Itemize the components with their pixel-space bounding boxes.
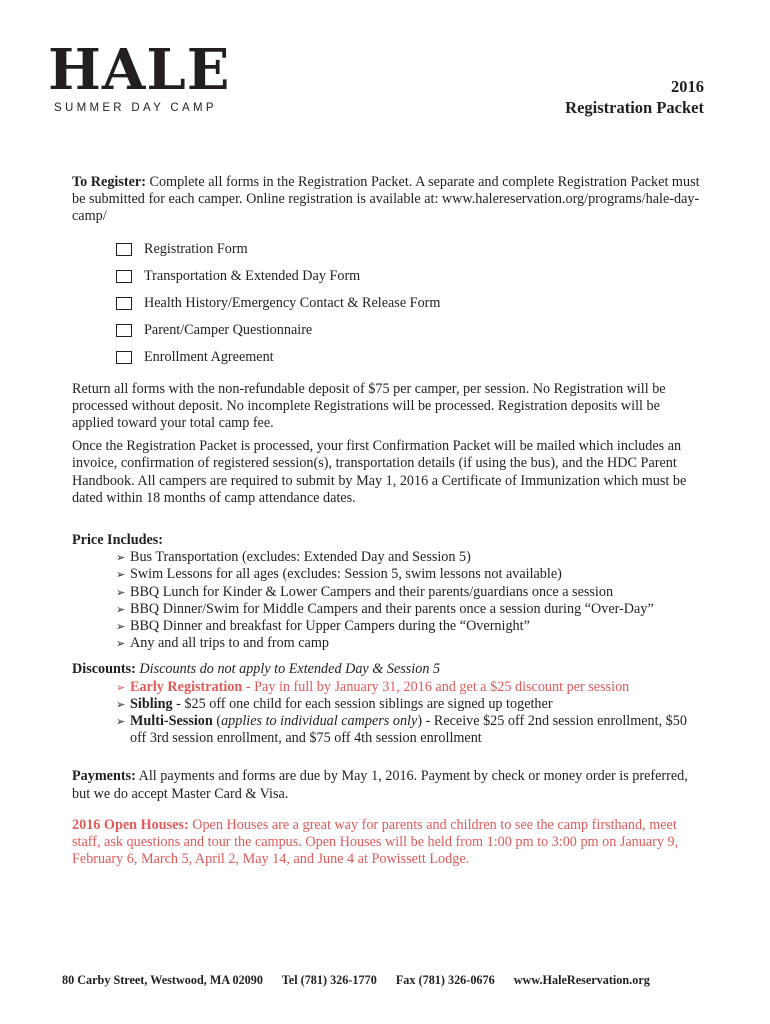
arrow-bullet-icon: ➢ bbox=[116, 585, 126, 599]
arrow-bullet-icon: ➢ bbox=[116, 620, 126, 634]
list-item bbox=[116, 566, 704, 583]
price-item-text: BBQ Lunch for Kinder & Lower Campers and their parents/guardians once a session bbox=[130, 583, 614, 600]
logo-subtitle: SUMMER DAY CAMP bbox=[54, 102, 217, 114]
payments-text: All payments and forms are due by May 1, 2016. Payment by check or money order is preferred, but we do accept Master Card & Visa. bbox=[72, 768, 688, 802]
camp-logo bbox=[48, 37, 231, 120]
price-list bbox=[116, 549, 704, 652]
list-item bbox=[116, 696, 704, 713]
price-heading: Price Includes: bbox=[72, 532, 164, 549]
intro-paragraph bbox=[72, 174, 704, 226]
checklist-item[interactable] bbox=[116, 236, 704, 263]
discounts-list bbox=[116, 679, 704, 748]
checklist-item[interactable] bbox=[116, 263, 704, 290]
multi-session-note: applies to individual campers only bbox=[221, 713, 418, 730]
multi-session-label: Multi-Session bbox=[130, 713, 213, 730]
list-item bbox=[116, 584, 704, 601]
discounts-heading: Discounts: bbox=[72, 661, 136, 678]
payments-label: Payments: bbox=[72, 768, 136, 785]
sibling-text: - $25 off one child for each session siblings are signed up together bbox=[172, 695, 553, 712]
checklist-label: Parent/Camper Questionnaire bbox=[144, 321, 313, 338]
page-footer bbox=[62, 973, 712, 988]
arrow-bullet-icon: ➢ bbox=[116, 551, 126, 565]
early-registration-label: Early Registration bbox=[130, 678, 243, 695]
logo-wordmark: HALE bbox=[48, 37, 231, 103]
checklist-label: Enrollment Agreement bbox=[144, 348, 274, 365]
price-item-text: Swim Lessons for all ages (excludes: Session 5, swim lessons not available) bbox=[130, 566, 562, 583]
open-houses-paragraph bbox=[72, 817, 704, 869]
checklist-label: Transportation & Extended Day Form bbox=[144, 267, 361, 284]
list-item bbox=[116, 713, 704, 747]
footer-website: www.HaleReservation.org bbox=[513, 973, 650, 987]
sibling-label: Sibling bbox=[130, 695, 173, 712]
open-houses-label: 2016 Open Houses: bbox=[72, 816, 189, 833]
arrow-bullet-icon: ➢ bbox=[116, 637, 126, 651]
checklist-label: Health History/Emergency Contact & Release Form bbox=[144, 294, 441, 311]
multi-session-text: ) - Receive $25 off 2nd session enrollment, $50 off 3rd session enrollment, and $75 off 4th session enrollment bbox=[130, 713, 687, 747]
forms-checklist bbox=[116, 236, 704, 371]
price-item-text: Any and all trips to and from camp bbox=[130, 635, 329, 652]
checkbox-icon[interactable] bbox=[116, 297, 132, 310]
list-item bbox=[116, 618, 704, 635]
header-title: Registration Packet bbox=[565, 98, 704, 117]
document-body bbox=[72, 174, 704, 868]
early-registration-text: - Pay in full by January 31, 2016 and get a $25 discount per session bbox=[242, 678, 630, 695]
arrow-bullet-icon: ➢ bbox=[116, 602, 126, 616]
discounts-heading-line bbox=[72, 661, 704, 678]
checklist-item[interactable] bbox=[116, 290, 704, 317]
footer-tel: Tel (781) 326-1770 bbox=[281, 973, 377, 987]
header-year: 2016 bbox=[671, 77, 704, 96]
checklist-item[interactable] bbox=[116, 317, 704, 344]
list-item bbox=[116, 549, 704, 566]
price-item-text: BBQ Dinner/Swim for Middle Campers and their parents once a session during “Over-Day” bbox=[130, 600, 654, 617]
footer-address: 80 Carby Street, Westwood, MA 02090 bbox=[62, 973, 263, 987]
footer-fax: Fax (781) 326-0676 bbox=[395, 973, 495, 987]
checklist-label: Registration Form bbox=[144, 240, 248, 257]
checkbox-icon[interactable] bbox=[116, 243, 132, 256]
arrow-bullet-icon: ➢ bbox=[116, 680, 126, 694]
list-item bbox=[116, 679, 704, 696]
discounts-note: Discounts do not apply to Extended Day & Session 5 bbox=[139, 661, 441, 678]
list-item bbox=[116, 635, 704, 652]
price-item-text: Bus Transportation (excludes: Extended Day and Session 5) bbox=[130, 549, 471, 566]
arrow-bullet-icon: ➢ bbox=[116, 697, 126, 711]
checkbox-icon[interactable] bbox=[116, 324, 132, 337]
checkbox-icon[interactable] bbox=[116, 270, 132, 283]
checkbox-icon[interactable] bbox=[116, 351, 132, 364]
open-houses-text: Open Houses are a great way for parents and children to see the camp firsthand, meet staff, ask questions and tour the campus. Open Houses will be held from 1:00 pm to 3:00 pm on January 9, February 6, March 5, April 2, May 14, and June 4 at Powissett Lodge. bbox=[72, 816, 679, 868]
arrow-bullet-icon: ➢ bbox=[116, 568, 126, 582]
document-header bbox=[565, 76, 704, 118]
checklist-item[interactable] bbox=[116, 344, 704, 371]
intro-label: To Register: bbox=[72, 174, 146, 190]
confirmation-paragraph: Once the Registration Packet is processed, your first Confirmation Packet will be mailed which includes an invoice, confirmation of registered session(s), transportation details (if using the bus), and the HDC Parent Handbook. All campers are required to submit by May 1, 2016 a Certificate of Immunization which must be dated within 18 months of camp attendance dates. bbox=[72, 438, 687, 506]
multi-session-paren: ( bbox=[212, 713, 222, 730]
intro-text: Complete all forms in the Registration Packet. A separate and complete Registration Packet must be submitted for each camper. Online registration is available at: www.halereservation.org/programs/hale-day-camp/ bbox=[72, 174, 700, 225]
price-item-text: BBQ Dinner and breakfast for Upper Campers during the “Overnight” bbox=[130, 618, 530, 635]
return-paragraph: Return all forms with the non-refundable deposit of $75 per camper, per session. No Registration will be processed without deposit. No incomplete Registrations will be processed. Registration deposits will be applied toward your total camp fee. bbox=[72, 380, 666, 432]
payments-paragraph bbox=[72, 768, 704, 802]
arrow-bullet-icon: ➢ bbox=[116, 715, 126, 729]
list-item bbox=[116, 601, 704, 618]
